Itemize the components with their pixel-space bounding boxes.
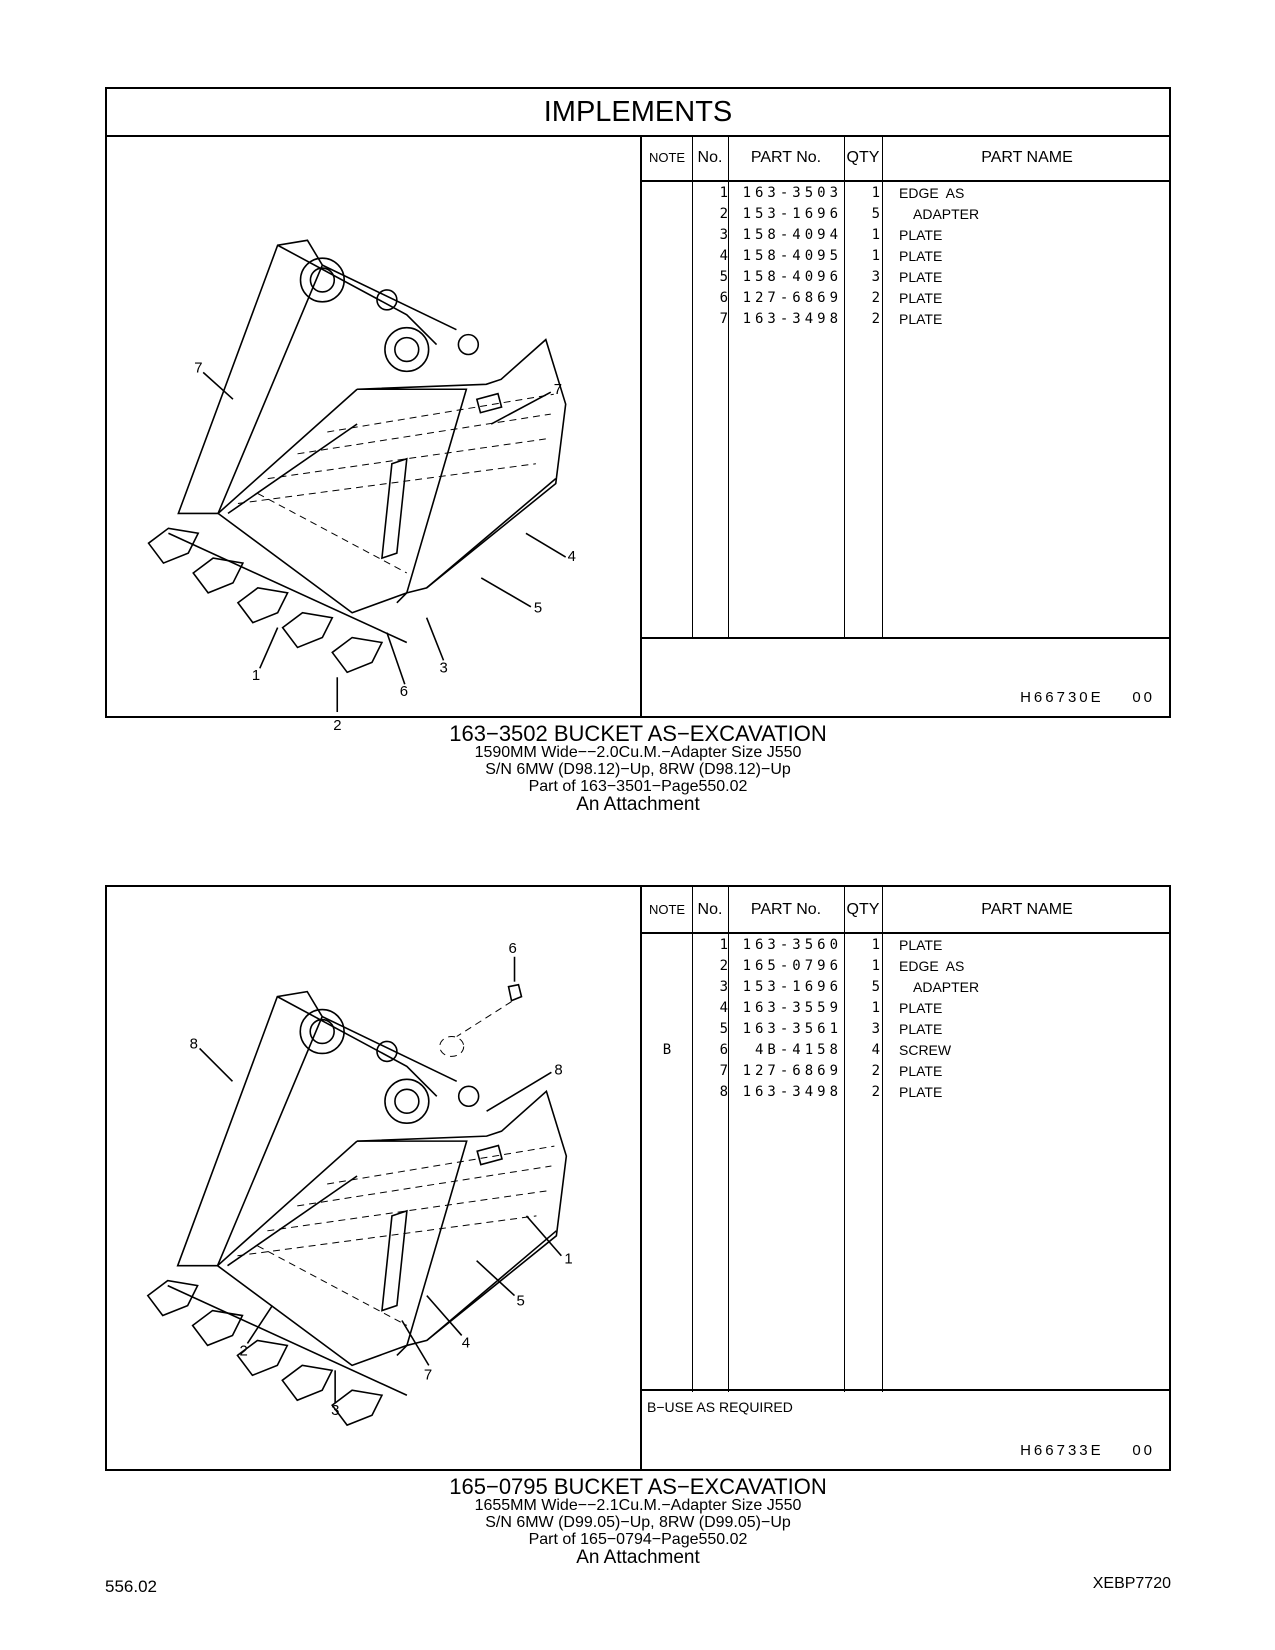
parts-table-1 — [640, 135, 1169, 716]
item-no-cell: 6 — [719, 1042, 728, 1058]
callout-label: 5 — [516, 1292, 525, 1310]
note-cell — [642, 203, 692, 225]
part-no-cell: 153-1696 — [742, 206, 842, 222]
document-code: XEBP7720 — [1092, 1575, 1171, 1592]
part-no-cell: 163-3560 — [742, 937, 842, 953]
note-cell — [642, 287, 692, 309]
table-row — [642, 287, 1169, 309]
qty-cell: 3 — [871, 1021, 880, 1037]
table-row — [642, 1018, 1169, 1040]
part-name-cell: PLATE — [899, 937, 943, 953]
table-row — [642, 224, 1169, 246]
qty-cell: 1 — [871, 958, 880, 974]
table-row — [642, 955, 1169, 977]
part-no-cell: 163-3559 — [742, 1000, 842, 1016]
caption-2 — [105, 1475, 1171, 1568]
note-cell — [642, 308, 692, 330]
item-no-cell: 4 — [719, 1000, 728, 1016]
note-cell — [642, 245, 692, 267]
callout-label: 8 — [189, 1035, 198, 1053]
qty-cell: 3 — [871, 269, 880, 285]
caption-line: S/N 6MW (D99.05)−Up, 8RW (D99.05)−Up — [485, 1513, 791, 1531]
item-no-cell: 3 — [719, 227, 728, 243]
caption-attachment: An Attachment — [576, 1547, 700, 1569]
callout-label: 3 — [331, 1402, 340, 1420]
page-number: 556.02 — [105, 1577, 157, 1596]
callout-label: 8 — [554, 1061, 563, 1079]
part-no-cell: 158-4096 — [742, 269, 842, 285]
caption-line: 1590MM Wide−−2.0Cu.M.−Adapter Size J550 — [474, 744, 802, 762]
part-name-cell: ADAPTER — [913, 206, 980, 222]
table-header — [642, 887, 1169, 934]
note-cell — [642, 1081, 692, 1103]
part-no-cell: 163-3503 — [742, 185, 842, 201]
col-part-name-header: PART NAME — [981, 901, 1073, 918]
caption-line: Part of 163−3501−Page550.02 — [528, 777, 748, 795]
qty-cell: 2 — [871, 290, 880, 306]
caption-title: 165−0795 BUCKET AS−EXCAVATION — [449, 1474, 827, 1499]
bucket-drawing-2 — [107, 887, 640, 1469]
parts-table-2 — [640, 887, 1169, 1469]
parts-panel-2 — [105, 885, 1171, 1471]
item-no-cell: 2 — [719, 958, 728, 974]
table-row — [642, 203, 1169, 225]
item-no-cell: 2 — [719, 206, 728, 222]
qty-cell: 1 — [871, 1000, 880, 1016]
callout-label: 2 — [333, 717, 342, 734]
qty-cell: 2 — [871, 1063, 880, 1079]
item-no-cell: 8 — [719, 1084, 728, 1100]
part-name-cell: PLATE — [899, 290, 943, 306]
part-no-cell: 163-3498 — [742, 1084, 842, 1100]
callout-label: 7 — [194, 360, 203, 377]
part-no-cell: 163-3498 — [742, 311, 842, 327]
caption-1 — [105, 722, 1171, 815]
qty-cell: 2 — [871, 1084, 880, 1100]
col-qty-header: QTY — [846, 149, 880, 166]
part-name-cell: PLATE — [899, 1084, 943, 1100]
note-cell — [642, 976, 692, 998]
note-cell: B — [662, 1042, 672, 1058]
note-cell — [642, 955, 692, 977]
drawing-id: H66733E 00 — [1020, 1442, 1155, 1459]
part-name-cell: EDGE AS — [899, 958, 965, 974]
part-no-cell: 127-6869 — [742, 290, 842, 306]
table-row — [642, 1039, 1169, 1061]
caption-line: 1655MM Wide−−2.1Cu.M.−Adapter Size J550 — [474, 1497, 802, 1515]
note-cell — [642, 1018, 692, 1040]
qty-cell: 1 — [871, 227, 880, 243]
note-cell — [642, 182, 692, 204]
callout-label: 7 — [553, 382, 563, 399]
item-no-cell: 7 — [719, 1063, 728, 1079]
table-header — [642, 135, 1169, 182]
note-cell — [642, 1060, 692, 1082]
caption-line: S/N 6MW (D98.12)−Up, 8RW (D98.12)−Up — [485, 760, 791, 778]
part-no-cell: 127-6869 — [742, 1063, 842, 1079]
table-row — [642, 1081, 1169, 1103]
table-footer — [642, 1389, 1169, 1469]
caption-title: 163−3502 BUCKET AS−EXCAVATION — [449, 721, 827, 746]
table-row — [642, 976, 1169, 998]
part-name-cell: PLATE — [899, 269, 943, 285]
part-name-cell: PLATE — [899, 1000, 943, 1016]
callout-label: 6 — [508, 939, 517, 957]
callout-label: 4 — [567, 549, 576, 566]
table-row — [642, 308, 1169, 330]
bucket-illustration-2 — [107, 887, 640, 1469]
col-part-no-header: PART No. — [750, 149, 822, 166]
part-name-cell: EDGE AS — [899, 185, 965, 201]
part-no-cell: 4B-4158 — [754, 1042, 842, 1058]
table-row — [642, 934, 1169, 956]
qty-cell: 1 — [871, 937, 880, 953]
part-name-cell: PLATE — [899, 1021, 943, 1037]
note-cell — [642, 997, 692, 1019]
callout-label: 2 — [239, 1342, 248, 1360]
item-no-cell: 7 — [719, 311, 728, 327]
col-no-header: No. — [697, 149, 723, 166]
item-no-cell: 4 — [719, 248, 728, 264]
part-name-cell: SCREW — [899, 1042, 952, 1058]
note-cell — [642, 266, 692, 288]
qty-cell: 5 — [871, 979, 880, 995]
part-no-cell: 158-4094 — [742, 227, 842, 243]
callout-label: 7 — [423, 1366, 433, 1384]
item-no-cell: 3 — [719, 979, 728, 995]
part-no-cell: 165-0796 — [742, 958, 842, 974]
note-cell — [642, 224, 692, 246]
bucket-outline — [149, 240, 566, 672]
item-no-cell: 1 — [719, 185, 728, 201]
part-name-cell: PLATE — [899, 311, 943, 327]
callout-label: 4 — [461, 1334, 471, 1352]
part-no-cell: 163-3561 — [742, 1021, 842, 1037]
note-cell — [642, 934, 692, 956]
part-no-cell: 158-4095 — [742, 248, 842, 264]
table-row — [642, 266, 1169, 288]
table-row — [642, 1060, 1169, 1082]
table-row — [642, 182, 1169, 204]
bucket-drawing-1 — [107, 136, 640, 734]
col-note-header: NOTE — [648, 902, 686, 917]
callout-label: 1 — [564, 1250, 573, 1268]
callout-label: 1 — [251, 668, 261, 685]
qty-cell: 1 — [871, 248, 880, 264]
item-no-cell: 1 — [719, 937, 728, 953]
qty-cell: 1 — [871, 185, 880, 201]
col-part-name-header: PART NAME — [981, 149, 1073, 166]
qty-cell: 5 — [871, 206, 880, 222]
callout-label: 5 — [533, 600, 543, 617]
bucket-outline — [148, 985, 567, 1425]
part-name-cell: PLATE — [899, 1063, 943, 1079]
qty-cell: 2 — [871, 311, 880, 327]
col-no-header: No. — [697, 901, 723, 918]
item-no-cell: 5 — [719, 269, 728, 285]
qty-cell: 4 — [871, 1042, 880, 1058]
part-name-cell: PLATE — [899, 248, 943, 264]
col-part-no-header: PART No. — [750, 901, 822, 918]
bucket-illustration-1 — [107, 136, 640, 734]
callout-label: 6 — [399, 684, 409, 701]
col-note-header: NOTE — [648, 150, 686, 165]
part-name-cell: PLATE — [899, 227, 943, 243]
table-footer — [642, 637, 1169, 716]
item-no-cell: 6 — [719, 290, 728, 306]
footnote: B−USE AS REQUIRED — [647, 1399, 793, 1415]
table-row — [642, 245, 1169, 267]
item-no-cell: 5 — [719, 1021, 728, 1037]
caption-attachment: An Attachment — [576, 794, 700, 816]
col-qty-header: QTY — [846, 901, 880, 918]
table-row — [642, 997, 1169, 1019]
part-no-cell: 153-1696 — [742, 979, 842, 995]
drawing-id: H66730E 00 — [1020, 689, 1155, 706]
part-name-cell: ADAPTER — [913, 979, 980, 995]
caption-line: Part of 165−0794−Page550.02 — [528, 1530, 748, 1548]
callout-label: 3 — [439, 660, 448, 677]
section-title: IMPLEMENTS — [107, 89, 1169, 137]
